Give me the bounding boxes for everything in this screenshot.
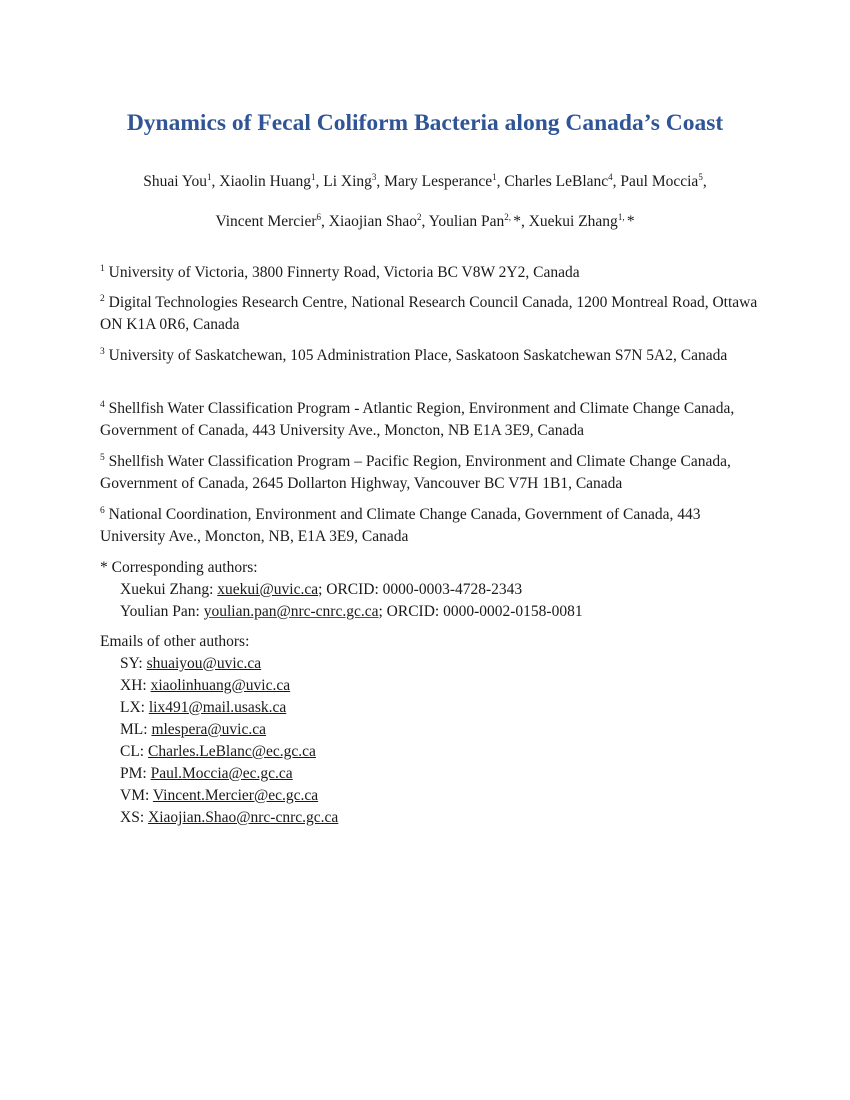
- affiliation-1: $^1$ University of Victoria, 3800 Finnerty Road, Victoria BC V8W 2Y2, Canada: [100, 264, 580, 281]
- email-entry: LX: lix491@mail.usask.ca: [120, 699, 287, 716]
- affiliation-6: $^6$ National Coordination, Environment and Climate Change Canada, Government of Canada, 443 University Ave., Moncton, NB, E1A 3E9, Canada: [100, 506, 701, 545]
- affiliation-4: $^4$ Shellfish Water Classification Program - Atlantic Region, Environment and Climate Change Canada, Government of Canada, 443 University Ave., Moncton, NB E1A 3E9, Canada: [100, 400, 735, 439]
- affiliation-2: $^2$ Digital Technologies Research Centre, National Research Council Canada, 1200 Montreal Road, Ottawa ON K1A 0R6, Canada: [100, 294, 758, 333]
- email-link[interactable]: Xiaojian.Shao@nrc-cnrc.gc.ca: [148, 809, 339, 826]
- email-link[interactable]: shuaiyou@uvic.ca: [146, 655, 262, 672]
- author: Xuekui Zhang$^{1,}$ *: [528, 212, 635, 230]
- email-link[interactable]: lix491@mail.usask.ca: [148, 699, 287, 716]
- other-author-emails: [100, 631, 338, 829]
- email-entry: PM: Paul.Moccia@ec.gc.ca: [120, 765, 293, 782]
- author-line-2: [0, 212, 850, 232]
- author: Paul Moccia$^5$,: [620, 172, 707, 190]
- corresponding-entry: Youlian Pan: youlian.pan@nrc-cnrc.gc.ca; ORCID: 0000-0002-0158-0081: [120, 603, 583, 620]
- paper-title: Dynamics of Fecal Coliform Bacteria along Canada’s Coast: [126, 110, 724, 136]
- affiliation-5: $^5$ Shellfish Water Classification Program – Pacific Region, Environment and Climate Change Canada, Government of Canada, 2645 Dollarton Highway, Vancouver BC V7H 1B1, Canada: [100, 453, 731, 492]
- email-link[interactable]: youlian.pan@nrc-cnrc.gc.ca: [203, 603, 379, 620]
- corresponding-heading: * Corresponding authors:: [100, 559, 258, 576]
- email-link[interactable]: xiaolinhuang@uvic.ca: [150, 677, 291, 694]
- email-link[interactable]: Charles.LeBlanc@ec.gc.ca: [148, 743, 316, 760]
- corresponding-entry: Xuekui Zhang: xuekui@uvic.ca; ORCID: 0000-0003-4728-2343: [120, 581, 523, 598]
- email-entry: XH: xiaolinhuang@uvic.ca: [120, 677, 291, 694]
- author: Youlian Pan$^{2,}$ *,: [428, 212, 529, 230]
- author: Xiaolin Huang$^1$,: [219, 172, 324, 190]
- other-emails-heading: Emails of other authors:: [100, 633, 250, 650]
- email-link[interactable]: mlespera@uvic.ca: [151, 721, 266, 738]
- email-link[interactable]: xuekui@uvic.ca: [217, 581, 319, 598]
- email-link[interactable]: Vincent.Mercier@ec.gc.ca: [152, 787, 319, 804]
- author: Charles LeBlanc$^4$,: [504, 172, 621, 190]
- email-entry: SY: shuaiyou@uvic.ca: [120, 655, 262, 672]
- author: Xiaojian Shao$^2$,: [328, 212, 429, 230]
- email-entry: ML: mlespera@uvic.ca: [120, 721, 266, 738]
- author: Li Xing$^3$,: [323, 172, 385, 190]
- author: Mary Lesperance$^1$,: [384, 172, 505, 190]
- email-entry: VM: Vincent.Mercier@ec.gc.ca: [120, 787, 319, 804]
- affiliation-3: $^3$ University of Saskatchewan, 105 Administration Place, Saskatoon Saskatchewan S7N 5A2, Canada: [100, 347, 728, 364]
- email-link[interactable]: Paul.Moccia@ec.gc.ca: [150, 765, 293, 782]
- corresponding-authors: [100, 557, 583, 623]
- author-line-1: [0, 172, 850, 192]
- email-entry: CL: Charles.LeBlanc@ec.gc.ca: [120, 743, 316, 760]
- author: Vincent Mercier$^6$,: [215, 212, 329, 230]
- author: Shuai You$^1$,: [143, 172, 220, 190]
- email-entry: XS: Xiaojian.Shao@nrc-cnrc.gc.ca: [120, 809, 339, 826]
